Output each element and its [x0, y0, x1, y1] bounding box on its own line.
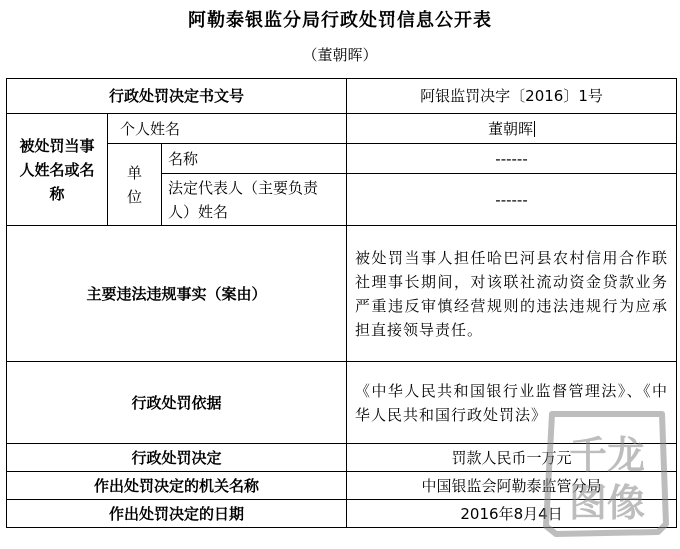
decision-no-label: 行政处罚决定书文号: [7, 79, 347, 114]
basis-label: 行政处罚依据: [7, 362, 347, 444]
table-row: [7, 114, 677, 144]
table-row: [7, 79, 677, 114]
page-title: 阿勒泰银监分局行政处罚信息公开表: [188, 10, 492, 31]
text-cursor: [534, 121, 535, 137]
unit-name-label: 名称: [162, 144, 347, 174]
decision-no-value: 阿银监罚决字〔2016〕1号: [347, 79, 677, 114]
party-label: 被处罚当事人姓名或名称: [7, 114, 108, 226]
unit-label: 单位: [108, 144, 162, 226]
decision-label: 行政处罚决定: [7, 444, 347, 472]
date-label: 作出处罚决定的日期: [7, 500, 347, 528]
authority-label: 作出处罚决定的机关名称: [7, 472, 347, 500]
personal-name-label: 个人姓名: [108, 114, 347, 144]
facts-label: 主要违法违规事实（案由）: [7, 226, 347, 362]
decision-value: 罚款人民币一万元: [347, 444, 677, 472]
watermark-logo: [540, 406, 674, 540]
legal-rep-value: ------: [347, 174, 677, 226]
authority-value: 中国银监会阿勒泰监管分局: [347, 472, 677, 500]
watermark-text-2: 图像: [568, 481, 646, 525]
basis-value: 《中华人民共和国银行业监督管理法》、《中华人民共和国行政处罚法》: [347, 362, 677, 444]
page-subtitle: （董朝晖）: [302, 46, 378, 64]
personal-name-text: 董朝晖: [488, 119, 534, 138]
date-value: 2016年8月4日: [347, 500, 677, 528]
facts-value: 被处罚当事人担任哈巴河县农村信用合作联社理事长期间，对该联社流动资金贷款业务严重违反审慎经营规则的违法违规行为应承担直接领导责任。: [347, 226, 677, 362]
table-row: [7, 144, 677, 174]
unit-name-value: ------: [347, 144, 677, 174]
personal-name-value: [347, 114, 677, 144]
table-row: [7, 226, 677, 362]
watermark-text-1: 千龙: [568, 433, 646, 477]
legal-rep-label: 法定代表人（主要负责人）姓名: [162, 174, 347, 226]
